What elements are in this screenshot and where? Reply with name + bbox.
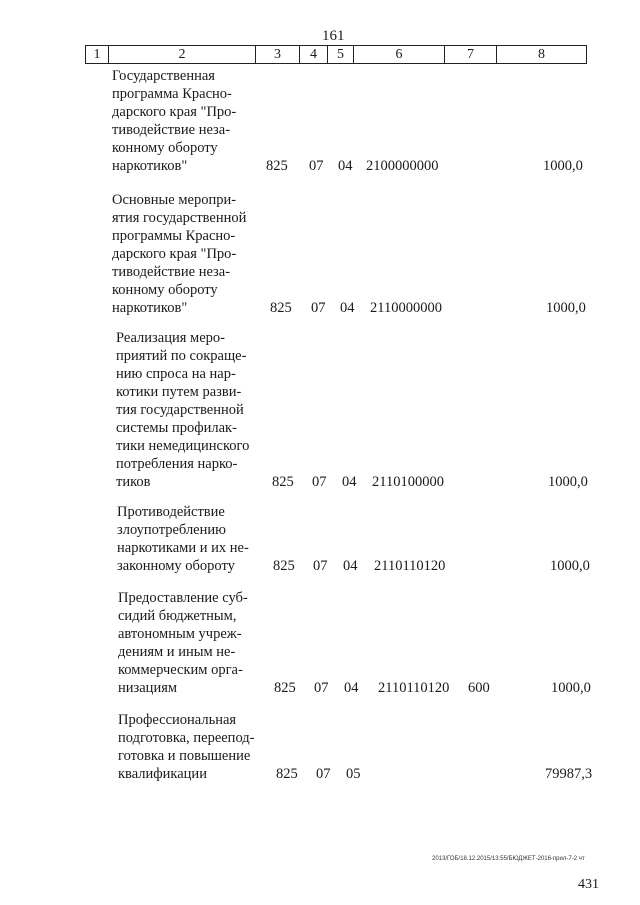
desc-line: тиводействие неза- [112, 122, 231, 138]
desc-line: наркотиков" [112, 300, 188, 316]
row-description [112, 191, 251, 317]
row-description [116, 329, 255, 491]
cell-subsection: 04 [344, 680, 359, 696]
desc-line: коммерческим орга- [118, 662, 243, 678]
row-description [118, 589, 257, 697]
table-row [0, 589, 640, 697]
desc-line: приятий по сокраще- [116, 348, 247, 364]
cell-amount: 1000,0 [551, 680, 591, 696]
desc-line: дарского края "Про- [112, 246, 237, 262]
desc-line: низациям [118, 680, 178, 696]
desc-line: программы Красно- [112, 228, 236, 244]
cell-amount: 1000,0 [550, 558, 590, 574]
cell-subsection: 05 [346, 766, 361, 782]
cell-amount: 79987,3 [545, 766, 593, 782]
cell-ministry-code: 825 [276, 766, 298, 782]
cell-target-article: 2100000000 [366, 158, 439, 174]
desc-line: тиков [116, 474, 151, 490]
desc-line: подготовка, переепод- [118, 730, 255, 746]
header-col-5: 5 [327, 46, 353, 63]
desc-line: котики путем разви- [116, 384, 242, 400]
header-col-7: 7 [444, 46, 496, 63]
desc-line: злоупотреблению [117, 522, 226, 538]
header-col-6: 6 [353, 46, 444, 63]
desc-line: Основные меропри- [112, 192, 237, 208]
cell-subsection: 04 [343, 558, 358, 574]
desc-line: Профессиональная [118, 712, 237, 728]
cell-ministry-code: 825 [274, 680, 296, 696]
desc-line: готовка и повышение [118, 748, 251, 764]
table-row [0, 503, 640, 575]
cell-ministry-code: 825 [272, 474, 294, 490]
desc-line: конному обороту [112, 282, 218, 298]
desc-line: тия государственной [116, 402, 244, 418]
desc-line: тики немедицинского [116, 438, 250, 454]
row-description [117, 503, 256, 575]
cell-target-article: 2110110120 [374, 558, 446, 574]
header-col-1: 1 [93, 47, 101, 62]
cell-ministry-code: 825 [266, 158, 288, 174]
desc-line: конному обороту [112, 140, 218, 156]
header-col-2: 2 [108, 46, 255, 63]
table-header [85, 45, 587, 64]
cell-section: 07 [311, 300, 326, 316]
cell-target-article: 2110100000 [372, 474, 444, 490]
table-row [0, 191, 640, 317]
desc-line: сидий бюджетным, [118, 608, 237, 624]
cell-section: 07 [316, 766, 331, 782]
desc-line: Государственная [112, 68, 215, 84]
desc-line: потребления нарко- [116, 456, 238, 472]
row-description [112, 67, 251, 175]
desc-line: системы профилак- [116, 420, 237, 436]
cell-section: 07 [312, 474, 327, 490]
cell-section: 07 [314, 680, 329, 696]
desc-line: дарского края "Про- [112, 104, 237, 120]
desc-line: ятия государственной [112, 210, 247, 226]
desc-line: квалификации [118, 766, 207, 782]
desc-line: Предоставление суб- [118, 590, 248, 606]
cell-amount: 1000,0 [546, 300, 586, 316]
cell-ministry-code: 825 [273, 558, 295, 574]
cell-target-article: 2110110120 [378, 680, 450, 696]
cell-amount: 1000,0 [543, 158, 583, 174]
header-col-4: 4 [299, 46, 327, 63]
row-description [118, 711, 257, 783]
cell-subsection: 04 [342, 474, 357, 490]
desc-line: Реализация меро- [116, 330, 225, 346]
desc-line: нию спроса на нар- [116, 366, 236, 382]
cell-section: 07 [309, 158, 324, 174]
table-row [0, 711, 640, 783]
header-col-8: 8 [496, 46, 586, 63]
cell-section: 07 [313, 558, 328, 574]
cell-ministry-code: 825 [270, 300, 292, 316]
page-number-bottom: 431 [578, 877, 599, 892]
desc-line: программа Красно- [112, 86, 232, 102]
page-number-top: 161 [322, 28, 345, 44]
desc-line: Противодействие [117, 504, 225, 520]
desc-line: автономным учреж- [118, 626, 242, 642]
cell-expense-type: 600 [468, 680, 490, 696]
cell-target-article: 2110000000 [370, 300, 442, 316]
desc-line: дениям и иным не- [118, 644, 236, 660]
desc-line: наркотиков" [112, 158, 188, 174]
desc-line: наркотиками и их не- [117, 540, 249, 556]
cell-subsection: 04 [338, 158, 353, 174]
desc-line: тиводействие неза- [112, 264, 231, 280]
table-row [0, 67, 640, 175]
table-row [0, 329, 640, 491]
footer-document-code: 2013/ГОБ/18.12.2015/13:55/БЮДЖЕТ-2016-прил-7-2 чт [432, 856, 585, 862]
cell-subsection: 04 [340, 300, 355, 316]
header-col-3: 3 [255, 46, 299, 63]
desc-line: законному обороту [117, 558, 235, 574]
cell-amount: 1000,0 [548, 474, 588, 490]
